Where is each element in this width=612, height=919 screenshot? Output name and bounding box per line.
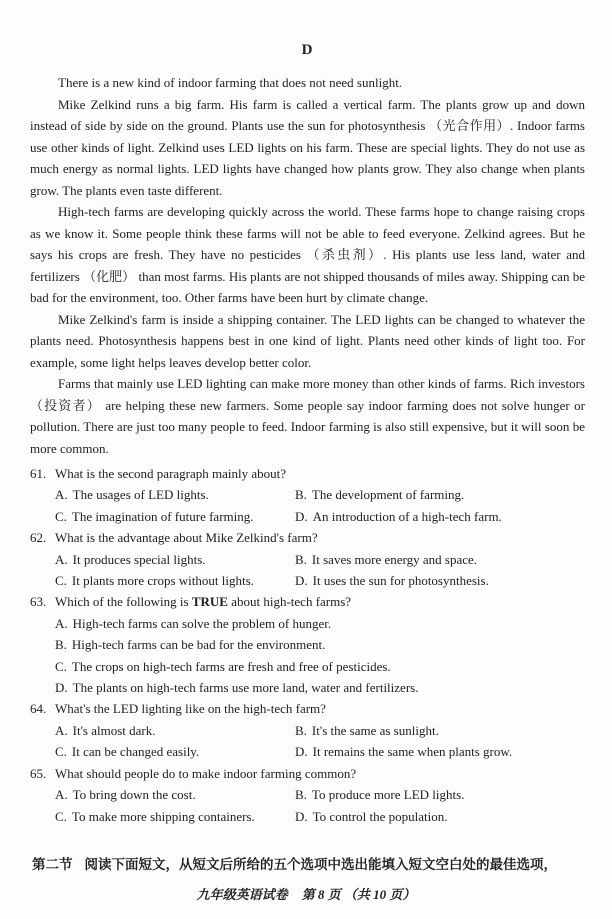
exam-title: 九年级英语试卷 [196, 887, 288, 902]
option-text: It remains the same when plants grow. [312, 744, 513, 760]
option-text: High-tech farms can solve the problem of hunger. [72, 615, 332, 631]
option-text: It saves more energy and space. [311, 551, 478, 567]
passage-paragraph-1: There is a new kind of indoor farming that does not need sunlight. [58, 75, 403, 90]
option-a [55, 484, 295, 505]
option-a [55, 784, 295, 805]
option-group [55, 484, 585, 527]
option-label: C. [55, 808, 67, 824]
question-text: What is the advantage about Mike Zelkind's farm? [55, 530, 318, 546]
option-label: C. [55, 658, 67, 674]
question-list [30, 463, 585, 827]
option-group [55, 720, 585, 763]
option-label: A. [55, 551, 68, 567]
option-text: To bring down the cost. [72, 787, 196, 803]
option-group [55, 613, 585, 699]
option-text: To produce more LED lights. [311, 787, 465, 803]
option-label: C. [55, 573, 67, 589]
question-head [30, 591, 585, 612]
question-text: What's the LED lighting like on the high-tech farm? [55, 701, 326, 717]
section-instruction-label: 第二节 [32, 857, 73, 872]
option-label: D. [295, 508, 308, 524]
option-label: B. [295, 722, 307, 738]
option-label: C. [55, 744, 67, 760]
option-text: High-tech farms can be bad for the environment. [71, 637, 326, 653]
question-head [30, 763, 585, 784]
option-label: D. [295, 573, 308, 589]
option-label: A. [55, 487, 68, 503]
option-c [55, 656, 585, 677]
question-number: 61. [30, 466, 47, 481]
option-a [55, 613, 585, 634]
section-instruction [32, 855, 588, 874]
option-label: A. [55, 787, 68, 803]
option-b [295, 720, 585, 741]
option-text: The plants on high-tech farms use more land, water and fertilizers. [72, 680, 419, 696]
option-text: It's almost dark. [72, 722, 156, 738]
option-b [295, 484, 585, 505]
option-text: The imagination of future farming. [71, 508, 254, 524]
passage-paragraph-4: Mike Zelkind's farm is inside a shipping container. The LED lights can be changed to whatever the plants need. Photosynthesis happens best in one kind of light. Plants need other kinds of light too. For example, some light helps leaves develop better color. [30, 311, 585, 370]
passage-paragraph-2: Mike Zelkind runs a big farm. His farm is called a vertical farm. The plants grow up and down instead of side by side on the ground. Plants use the sun for photosynthesis （光合作用）. Indoor farms use other kinds of light. Zelkind uses LED lights on his farm. These are special lights. They do not use as much energy as normal lights. LED lights have changed how plants grow. They also change when plants grow. The plants even taste different. [30, 96, 585, 198]
question-head [30, 463, 585, 484]
option-c [55, 741, 295, 762]
option-text: It plants more crops without lights. [71, 573, 254, 589]
option-group [55, 784, 585, 827]
option-b [295, 549, 585, 570]
option-b [55, 634, 585, 655]
page-number: 第 8 页 （共 10 页） [301, 887, 416, 902]
option-c [55, 506, 295, 527]
option-c [55, 806, 295, 827]
option-text: It's the same as sunlight. [311, 722, 439, 738]
page-footer [0, 886, 612, 904]
passage-paragraph-5: Farms that mainly use LED lighting can make more money than other kinds of farms. Rich investors （投资者） are helping these new farmers. Some people say indoor farming does not solve hunger or pollution. There are just too many people to feed. Indoor farming is also still expensive, but it will soon be more common. [30, 376, 585, 456]
option-label: B. [55, 637, 67, 653]
question-65 [30, 763, 585, 827]
question-text-bold: TRUE [191, 594, 228, 610]
question-62 [30, 527, 585, 591]
option-text: The development of farming. [311, 487, 465, 503]
option-d [295, 741, 585, 762]
option-label: A. [55, 722, 68, 738]
option-text: It produces special lights. [72, 551, 206, 567]
option-d [55, 677, 585, 698]
option-label: A. [55, 615, 68, 631]
option-text: It can be changed easily. [71, 744, 200, 760]
question-head [30, 698, 585, 719]
question-number: 63. [30, 594, 47, 610]
option-text: To make more shipping containers. [71, 808, 255, 824]
option-d [295, 806, 585, 827]
reading-passage [30, 72, 585, 459]
question-63 [30, 591, 585, 698]
option-label: B. [295, 487, 307, 503]
option-d [295, 570, 585, 591]
passage-paragraph-3: High-tech farms are developing quickly across the world. These farms hope to change raising crops as we know it. Some people think these farms will not be able to feed everyone. Zelkind agrees. But he says his crops are fresh. They have no pesticides （杀虫剂）. His plants use less land, water and fertilizers （化肥） than most farms. His plants are not shipped thousands of miles away. Shipping can be bad for the environment, too. Other farms have been hurt by climate change. [30, 204, 585, 305]
option-label: C. [55, 508, 67, 524]
question-61 [30, 463, 585, 527]
option-group [55, 549, 585, 592]
section-label: D [301, 42, 314, 58]
option-text: To control the population. [312, 808, 448, 824]
section-instruction-text: 阅读下面短文，从短文后所给的五个选项中选出能填入短文空白处的最佳选项， [84, 857, 557, 872]
question-number: 62. [30, 530, 47, 546]
option-text: The crops on high-tech farms are fresh and free of pesticides. [71, 658, 391, 674]
option-d [295, 506, 585, 527]
question-text: What should people do to make indoor farming common? [55, 765, 357, 781]
option-a [55, 549, 295, 570]
option-a [55, 720, 295, 741]
option-label: B. [295, 787, 307, 803]
question-head [30, 527, 585, 548]
option-c [55, 570, 295, 591]
question-text: Which of the following is TRUE about high-tech farms? [55, 594, 352, 610]
question-number: 65. [30, 765, 47, 781]
option-label: D. [295, 808, 308, 824]
question-text: What is the second paragraph mainly about? [55, 466, 287, 481]
question-64 [30, 698, 585, 762]
option-b [295, 784, 585, 805]
option-text: It uses the sun for photosynthesis. [312, 573, 489, 589]
option-label: B. [295, 551, 307, 567]
option-label: D. [55, 680, 68, 696]
question-number: 64. [30, 701, 47, 717]
option-text: An introduction of a high-tech farm. [312, 508, 502, 524]
option-text: The usages of LED lights. [72, 487, 209, 503]
option-label: D. [295, 744, 308, 760]
